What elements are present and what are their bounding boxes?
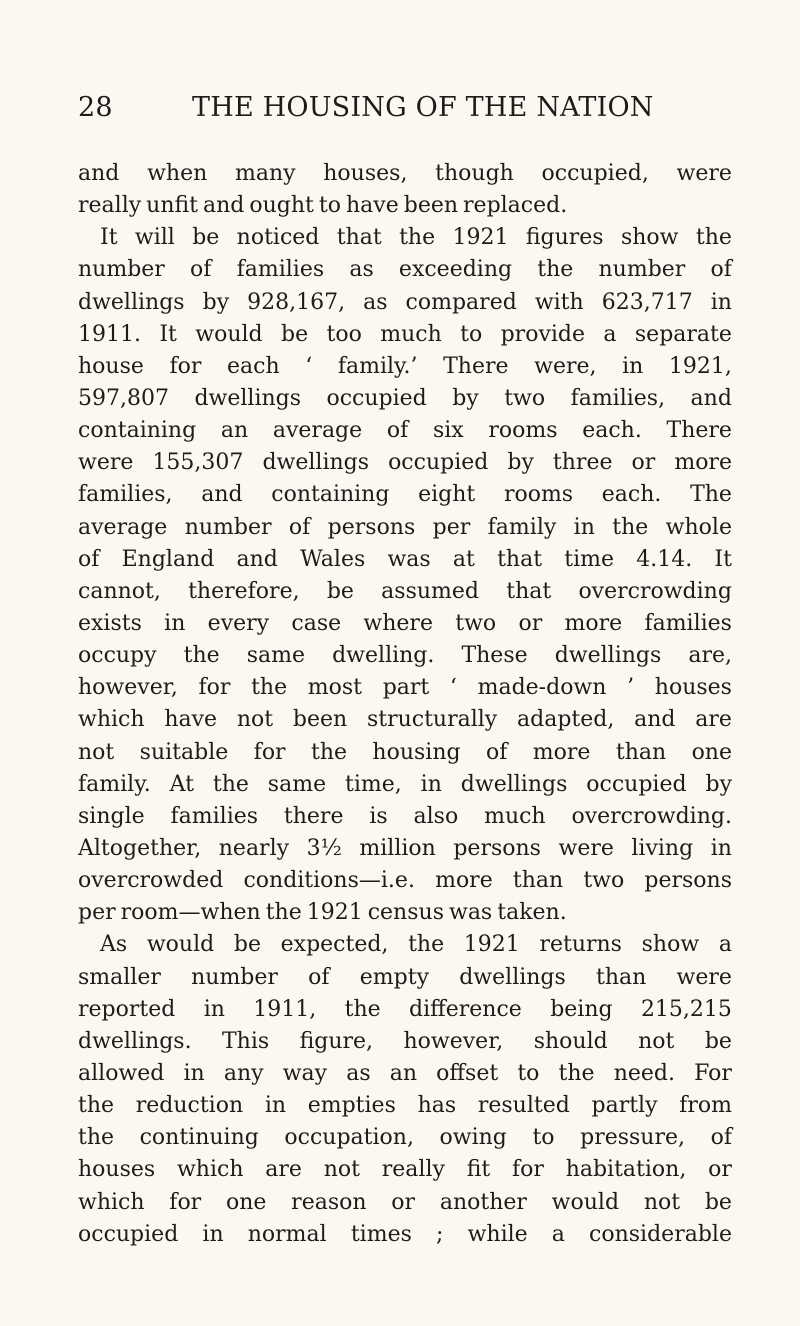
text-line: overcrowded conditions—i.e. more than two persons [78, 868, 732, 894]
text-line: Altogether, nearly 3½ million persons were living in [78, 835, 732, 861]
text-line: which for one reason or another would not be [78, 1189, 732, 1215]
text-line: containing an average of six rooms each. There [78, 418, 732, 444]
text-line: not suitable for the housing of more than one [78, 739, 732, 765]
text-line: house for each ‘ family.’ There were, in 1921, [78, 353, 732, 379]
text-line: dwellings by 928,167, as compared with 623,717 in [78, 289, 732, 315]
text-line: smaller number of empty dwellings than were [78, 964, 732, 990]
text-line: It will be noticed that the 1921 figures show the [100, 225, 732, 251]
text-line: single families there is also much overcrowding. [78, 803, 732, 829]
text-line: exists in every case where two or more families [78, 610, 732, 636]
text-line: 1911. It would be too much to provide a separate [78, 321, 732, 347]
text-line: the reduction in empties has resulted partly from [78, 1093, 732, 1119]
text-line: As would be expected, the 1921 returns show a [100, 932, 732, 958]
text-line: dwellings. This figure, however, should not be [78, 1028, 732, 1054]
text-line: were 155,307 dwellings occupied by three or more [78, 450, 732, 476]
page-number: 28 [78, 92, 113, 123]
text-line: however, for the most part ‘ made-down ’ houses [78, 675, 732, 701]
text-line: which have not been structurally adapted, and are [78, 707, 732, 733]
text-line: reported in 1911, the difference being 215,215 [78, 996, 732, 1022]
text-line: really unfit and ought to have been replaced. [78, 193, 568, 219]
text-line: 597,807 dwellings occupied by two families, and [78, 385, 732, 411]
text-line: number of families as exceeding the number of [78, 257, 732, 283]
text-line: cannot, therefore, be assumed that overcrowding [78, 578, 732, 604]
text-line: allowed in any way as an offset to the need. For [78, 1060, 732, 1086]
text-line: houses which are not really fit for habitation, or [78, 1157, 732, 1183]
text-line: occupied in normal times ; while a considerable [78, 1221, 732, 1247]
text-line: occupy the same dwelling. These dwellings are, [78, 643, 732, 669]
running-title: THE HOUSING OF THE NATION [192, 92, 654, 123]
page-header [78, 92, 738, 132]
text-line: of England and Wales was at that time 4.14. It [78, 546, 732, 572]
text-line: the continuing occupation, owing to pressure, of [78, 1125, 732, 1151]
body-text [78, 158, 732, 1251]
text-line: per room—when the 1921 census was taken. [78, 900, 567, 926]
text-line: families, and containing eight rooms each. The [78, 482, 732, 508]
text-line: average number of persons per family in the whole [78, 514, 732, 540]
text-line: family. At the same time, in dwellings occupied by [78, 771, 732, 797]
text-line: and when many houses, though occupied, were [78, 161, 732, 186]
